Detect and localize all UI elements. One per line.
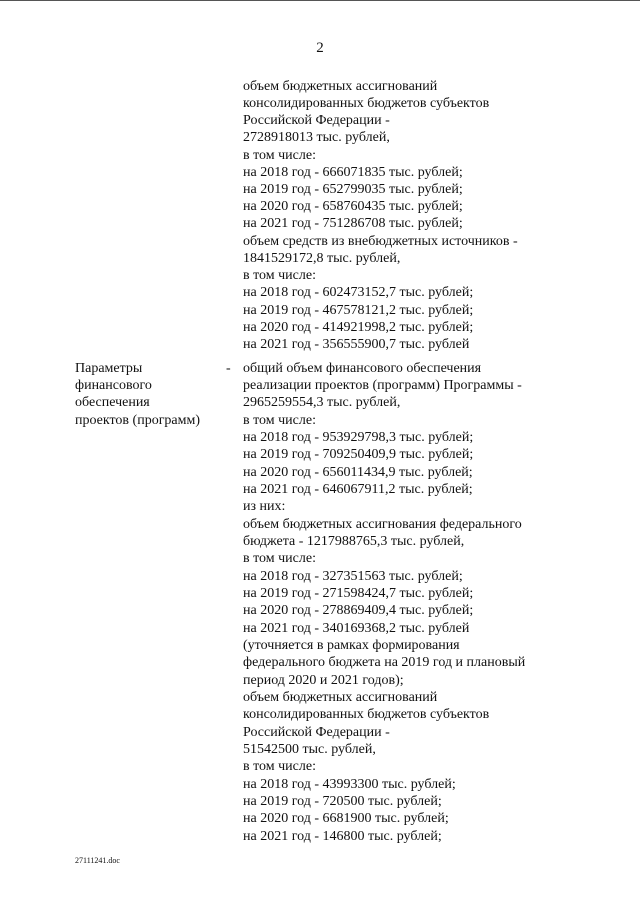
top-border	[0, 0, 640, 1]
text-line: на 2020 год - 658760435 тыс. рублей;	[243, 199, 463, 214]
text-line: реализации проектов (программ) Программы -	[243, 378, 522, 393]
text-line: в том числе:	[243, 148, 316, 163]
text-line: на 2018 год - 953929798,3 тыс. рублей;	[243, 430, 474, 445]
label-line: проектов (программ)	[75, 413, 201, 428]
text-line: Российской Федерации -	[243, 725, 390, 740]
text-line: на 2018 год - 43993300 тыс. рублей;	[243, 777, 456, 792]
text-line: на 2018 год - 666071835 тыс. рублей;	[243, 165, 463, 180]
text-line: на 2021 год - 340169368,2 тыс. рублей	[243, 621, 470, 636]
text-line: 1841529172,8 тыс. рублей,	[243, 251, 401, 266]
text-line: в том числе:	[243, 413, 316, 428]
text-line: бюджета - 1217988765,3 тыс. рублей,	[243, 534, 465, 549]
text-line: на 2021 год - 356555900,7 тыс. рублей	[243, 337, 470, 352]
text-line: в том числе:	[243, 268, 316, 283]
text-line: период 2020 и 2021 годов);	[243, 673, 404, 688]
text-line: из них:	[243, 499, 286, 514]
text-line: 2728918013 тыс. рублей,	[243, 130, 390, 145]
text-line: на 2021 год - 646067911,2 тыс. рублей;	[243, 482, 473, 497]
text-line: на 2020 год - 414921998,2 тыс. рублей;	[243, 320, 474, 335]
text-line: федерального бюджета на 2019 год и плановый	[243, 655, 526, 670]
text-line: на 2020 год - 6681900 тыс. рублей;	[243, 811, 449, 826]
text-line: консолидированных бюджетов субъектов	[243, 96, 490, 111]
label-line: Параметры	[75, 361, 143, 376]
text-line: консолидированных бюджетов субъектов	[243, 707, 490, 722]
text-line: на 2019 год - 720500 тыс. рублей;	[243, 794, 442, 809]
text-line: объем бюджетных ассигнований	[243, 690, 438, 705]
text-line: Российской Федерации -	[243, 113, 390, 128]
text-line: 51542500 тыс. рублей,	[243, 742, 376, 757]
text-line: объем бюджетных ассигнований	[243, 79, 438, 94]
text-line: на 2019 год - 467578121,2 тыс. рублей;	[243, 303, 474, 318]
text-line: в том числе:	[243, 551, 316, 566]
text-line: на 2018 год - 602473152,7 тыс. рублей;	[243, 285, 474, 300]
text-line: на 2019 год - 709250409,9 тыс. рублей;	[243, 447, 474, 462]
footer-filename: 27111241.doc	[75, 856, 120, 865]
text-line: на 2020 год - 656011434,9 тыс. рублей;	[243, 465, 473, 480]
text-line: (уточняется в рамках формирования	[243, 638, 460, 653]
text-line: объем бюджетных ассигнования федерального	[243, 517, 522, 532]
text-line: в том числе:	[243, 759, 316, 774]
page-number: 2	[316, 40, 324, 56]
text-line: на 2020 год - 278869409,4 тыс. рублей;	[243, 603, 474, 618]
text-line: 2965259554,3 тыс. рублей,	[243, 395, 401, 410]
label-line: финансового	[75, 378, 152, 393]
label-line: обеспечения	[75, 395, 150, 410]
text-line: на 2019 год - 652799035 тыс. рублей;	[243, 182, 463, 197]
text-line: на 2019 год - 271598424,7 тыс. рублей;	[243, 586, 474, 601]
label-separator-dash: -	[226, 361, 231, 376]
text-line: на 2021 год - 751286708 тыс. рублей;	[243, 216, 463, 231]
text-line: на 2018 год - 327351563 тыс. рублей;	[243, 569, 463, 584]
text-line: общий объем финансового обеспечения	[243, 361, 482, 376]
text-line: объем средств из внебюджетных источников -	[243, 234, 518, 249]
text-line: на 2021 год - 146800 тыс. рублей;	[243, 829, 442, 844]
